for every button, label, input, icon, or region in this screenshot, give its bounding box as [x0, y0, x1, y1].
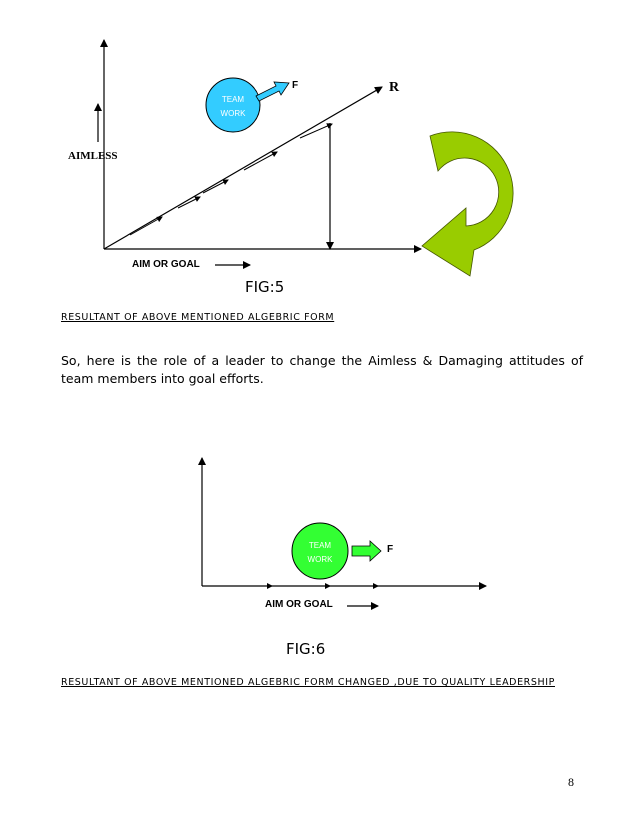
- fig5-force-arrow: [256, 82, 289, 101]
- fig6-figure-label: FIG:6: [286, 640, 326, 658]
- fig5-vector: [178, 197, 200, 208]
- fig6-ball-line2: WORK: [307, 555, 333, 564]
- fig5-resultant-label: R: [389, 80, 400, 95]
- caption-fig6: RESULTANT OF ABOVE MENTIONED ALGEBRIC FORM CHANGED ,DUE TO QUALITY LEADERSHIP: [61, 677, 555, 688]
- fig6-force-arrow: [352, 541, 381, 561]
- fig5-ball-line1: TEAM: [221, 95, 245, 104]
- fig6-ball-text: [293, 539, 347, 567]
- fig5-force-label: F: [292, 80, 299, 91]
- page-number: 8: [568, 775, 574, 789]
- fig5-axis-label: AIM OR GOAL: [132, 259, 200, 270]
- fig5-vector: [244, 152, 277, 170]
- fig5-ball-line2: WORK: [220, 109, 246, 118]
- fig6-ball-line1: TEAM: [308, 541, 332, 550]
- body-paragraph: So, here is the role of a leader to change the Aimless & Damaging attitudes of team members into goal efforts.: [61, 353, 583, 386]
- fig6-force-label: F: [387, 544, 394, 555]
- fig5-vector: [130, 217, 162, 235]
- caption-fig5: RESULTANT OF ABOVE MENTIONED ALGEBRIC FORM: [61, 312, 335, 323]
- fig5-aimless-label: AIMLESS: [68, 150, 118, 162]
- fig5-curved-arrow: [422, 132, 513, 276]
- fig5-vector: [203, 180, 228, 193]
- fig5-figure-label: FIG:5: [245, 278, 285, 296]
- fig5-ball-text: [206, 93, 260, 125]
- fig6-axis-label: AIM OR GOAL: [265, 599, 333, 610]
